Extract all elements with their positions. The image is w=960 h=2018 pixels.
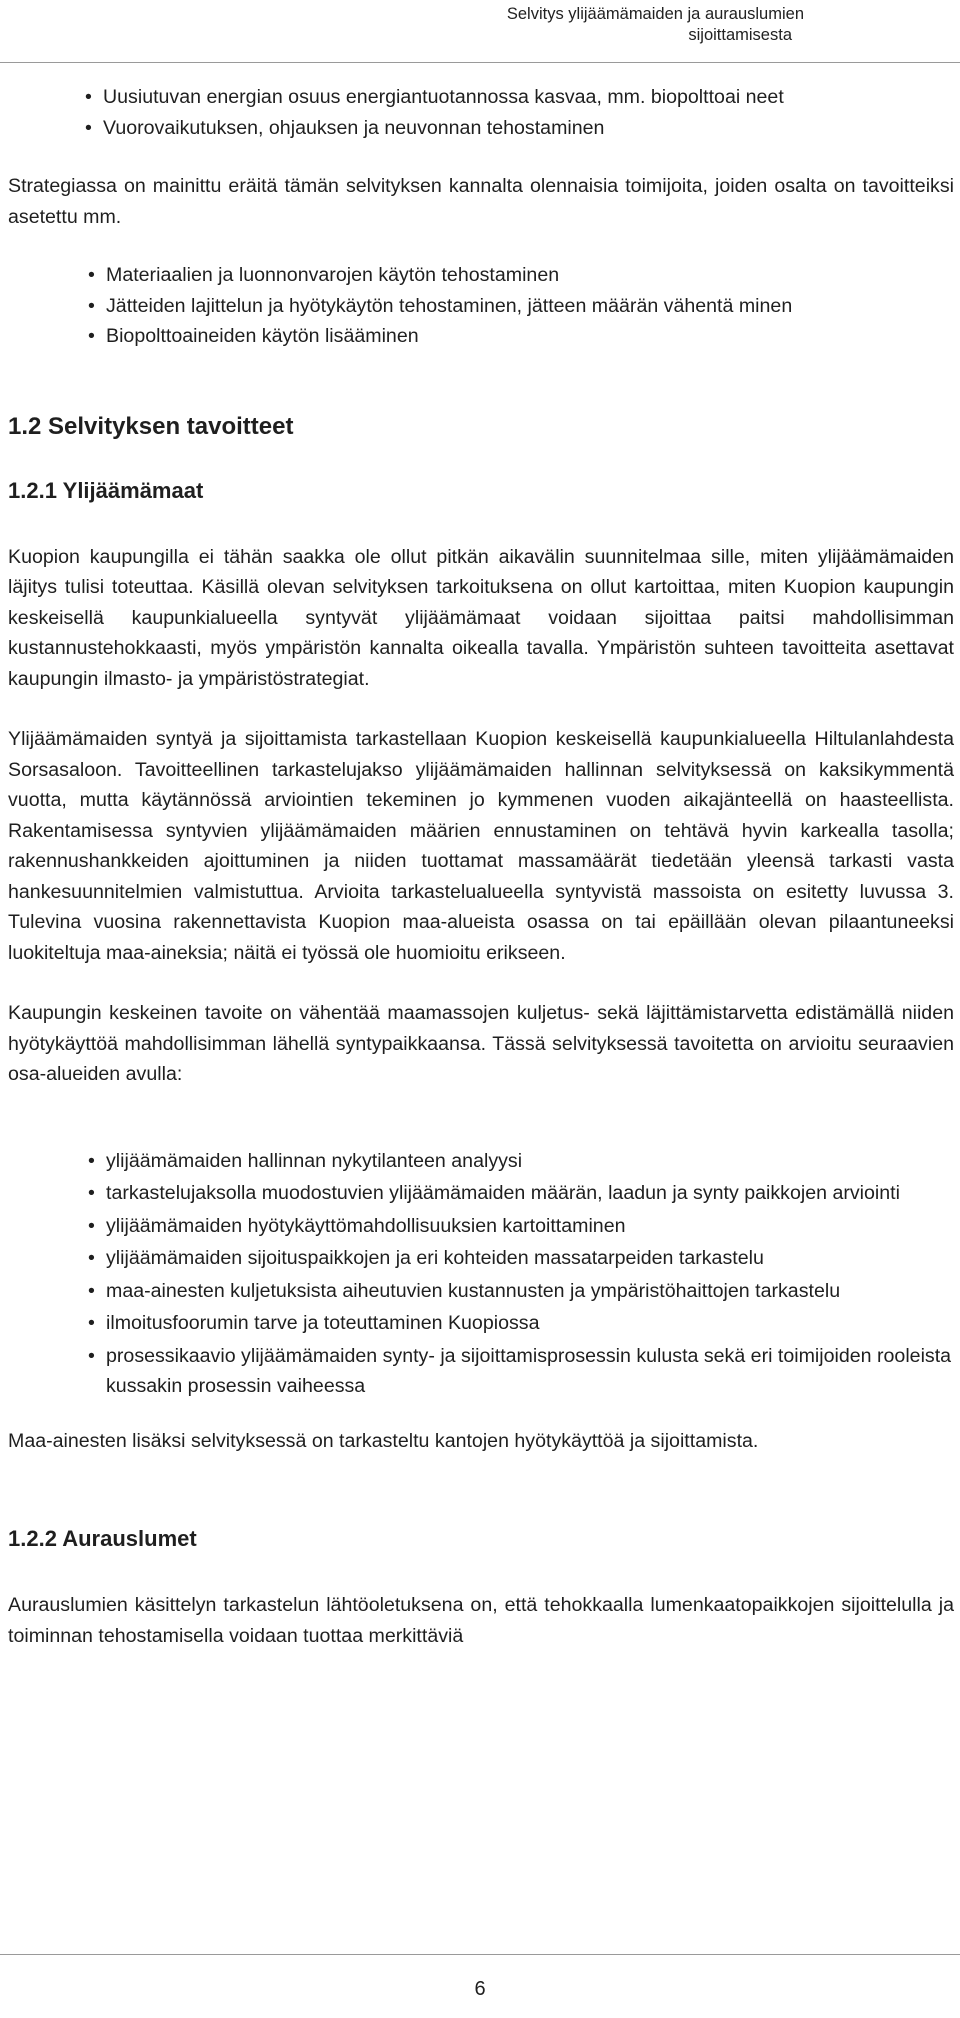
paragraph: Aurauslumien käsittelyn tarkastelun lähtöoletuksena on, että tehokkaalla lumenkaatopaikkojen sijoittelulla ja toiminnan tehostamisella voidaan tuottaa merkittäviä bbox=[8, 1594, 954, 1647]
section-heading-1-2-1: 1.2.1 Ylijäämämaat bbox=[8, 477, 204, 503]
paragraph: Kuopion kaupungilla ei tähän saakka ole ollut pitkän aikavälin suunnitelmaa sille, miten ylijäämämaiden läjitys tulisi toteuttaa. Käsillä olevan selvityksen tarkoituksena on ollut kartoittaa, miten Kuopion kaupungin keskeisellä kaupunkialueella syntyvät ylijäämämaat voidaan sijoittaa paitsi mahdollisimman kustannustehokkaasti, myös ympäristön kannalta oikealla tavalla. Ympäristön suhteen tavoitteita asettavat kaupungin ilmasto- ja ympäristöstrategiat. bbox=[8, 545, 954, 690]
list-item: • Uusiutuvan energian osuus energiantuotannossa kasvaa, mm. biopolttoai neet bbox=[103, 82, 954, 113]
page-body bbox=[8, 82, 954, 1651]
bullet-list-goals bbox=[103, 82, 954, 143]
list-item: • ylijäämämaiden sijoituspaikkojen ja eri kohteiden massatarpeiden tarkastelu bbox=[106, 1243, 956, 1274]
header-title-line-1: Selvitys ylijäämämaiden ja aurauslumien bbox=[506, 5, 804, 23]
list-item: • tarkastelujaksolla muodostuvien ylijäämämaiden määrän, laadun ja synty paikkojen arviointi bbox=[106, 1178, 956, 1209]
list-item: • maa-ainesten kuljetuksista aiheutuvien kustannusten ja ympäristöhaittojen tarkastelu bbox=[106, 1276, 956, 1307]
list-item: • Materiaalien ja luonnonvarojen käytön tehostaminen bbox=[106, 260, 954, 291]
paragraph-intro: Strategiassa on mainittu eräitä tämän selvityksen kannalta olennaisia toimijoita, joiden osalta on tavoitteiksi asetettu mm. bbox=[8, 175, 954, 228]
bullet-list-subareas bbox=[106, 1146, 956, 1402]
running-header bbox=[0, 4, 960, 46]
bullet-list-strategy bbox=[106, 260, 954, 352]
list-item: • Biopolttoaineiden käytön lisääminen bbox=[106, 321, 954, 352]
paragraph: Maa-ainesten lisäksi selvityksessä on tarkasteltu kantojen hyötykäyttöä ja sijoittamista. bbox=[8, 1429, 759, 1452]
list-item: • prosessikaavio ylijäämämaiden synty- ja sijoittamisprosessin kulusta sekä eri toimijoiden rooleista kussakin prosessin vaiheessa bbox=[106, 1341, 956, 1402]
list-item: • ylijäämämaiden hallinnan nykytilanteen analyysi bbox=[106, 1146, 956, 1177]
page-number: 6 bbox=[474, 1978, 486, 2000]
section-heading-1-2-2: 1.2.2 Aurauslumet bbox=[8, 1526, 197, 1551]
header-divider bbox=[0, 62, 960, 63]
list-item: • Jätteiden lajittelun ja hyötykäytön tehostaminen, jätteen määrän vähentä minen bbox=[106, 291, 954, 322]
list-item: • ylijäämämaiden hyötykäyttömahdollisuuksien kartoittaminen bbox=[106, 1211, 956, 1242]
list-item: • Vuorovaikutuksen, ohjauksen ja neuvonnan tehostaminen bbox=[103, 113, 954, 144]
list-item: • ilmoitusfoorumin tarve ja toteuttaminen Kuopiossa bbox=[106, 1308, 956, 1339]
section-heading-1-2: 1.2 Selvityksen tavoitteet bbox=[8, 412, 294, 440]
header-title-line-2: sijoittamisesta bbox=[688, 26, 792, 44]
paragraph: Kaupungin keskeinen tavoite on vähentää maamassojen kuljetus- sekä läjittämistarvetta edistämällä niiden hyötykäyttöä mahdollisimman lähellä syntypaikkaansa. Tässä selvityksessä tavoitetta on arvioitu seuraavien osa-alueiden avulla: bbox=[8, 1002, 954, 1085]
paragraph: Ylijäämämaiden syntyä ja sijoittamista tarkastellaan Kuopion keskeisellä kaupunkialueella Hiltulanlahdesta Sorsasaloon. Tavoitteellinen tarkastelujakso ylijäämämaiden hallinnan selvityksessä on kaksikymmentä vuotta, mutta käytännössä arviointien tekeminen jo kymmenen vuoden aikajänteellä on haasteellista. Rakentamisessa syntyvien ylijäämämaiden määrien ennustaminen on tehtävä hyvin karkealla tasolla; rakennushankkeiden ajoittuminen ja niiden tuottamat massamäärät tiedetään yleensä tarkasti vasta hankesuunnitelmien valmistuttua. Arvioita tarkastelualueella syntyvistä massoista on esitetty luvussa 3. Tulevina vuosina rakennettavista Kuopion maa-alueista osassa on tai epäillään olevan pilaantuneeksi luokiteltuja maa-aineksia; näitä ei työssä ole huomioitu erikseen. bbox=[8, 728, 954, 964]
footer-divider bbox=[0, 1954, 960, 1955]
